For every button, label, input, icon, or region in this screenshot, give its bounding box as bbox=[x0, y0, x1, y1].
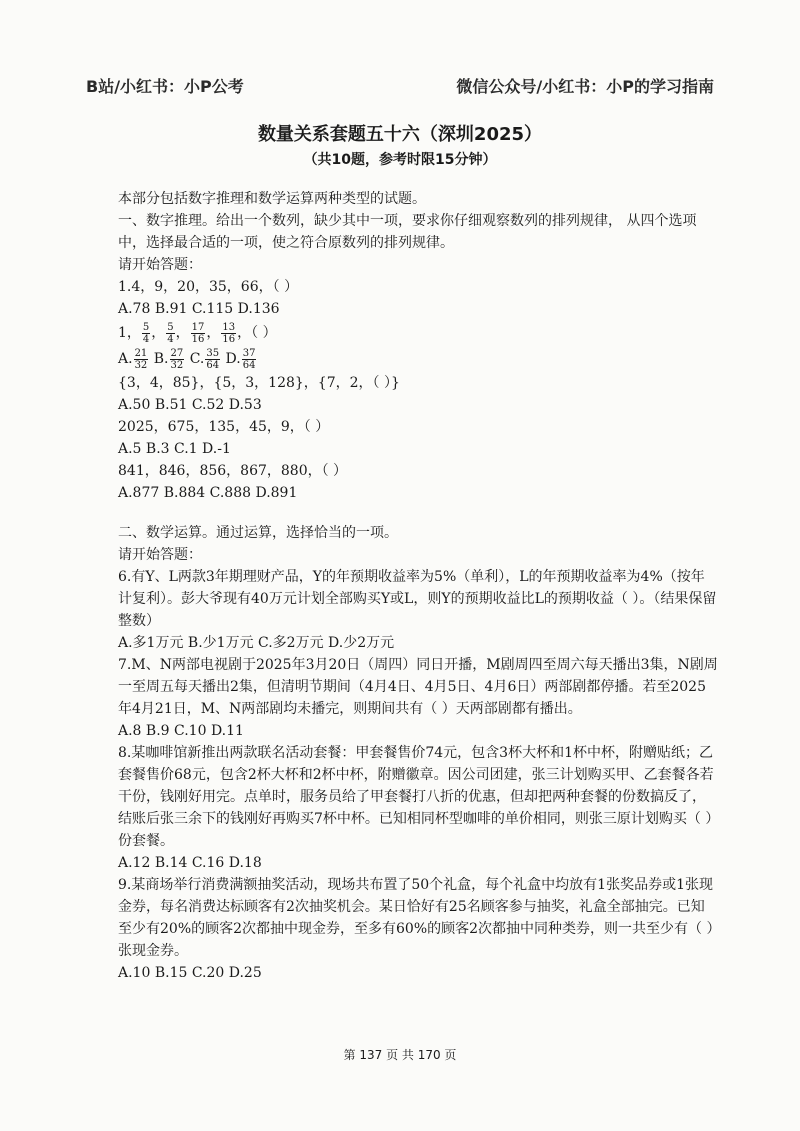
question-6: 6.有Y、L两款3年期理财产品，Y的年预期收益率为5%（单利），L的年预期收益率为4%（按年计复利）。彭大爷现有40万元计划全部购买Y或L，则Y的预期收益比L的预期收益（ ）。（结果保留整数） bbox=[118, 569, 717, 629]
question-2-suffix: （ ） bbox=[251, 325, 277, 341]
question-7: 7.M、N两部电视剧于2025年3月20日（周四）同日开播，M剧周四至周六每天播出3集，N剧周一至周五每天播出2集，但清明节期间（4月4日、4月5日、4月6日）两部剧都停播。若至2025年4月21日，M、N两部剧均未播完，则期间共有（ ）天两部剧都有播出。 bbox=[118, 657, 718, 717]
fraction: $\frac{35}{64}$ bbox=[206, 347, 220, 371]
question-4: 2025，675，135，45，9，（ ） bbox=[118, 419, 330, 435]
section1-heading: 一、数字推理。给出一个数列，缺少其中一项，要求你仔细观察数列的排列规律， 从四个选项中，选择最合适的一项，使之符合原数列的排列规律。 bbox=[118, 213, 697, 251]
section2-heading: 二、数学运算。通过运算，选择恰当的一项。 bbox=[118, 525, 398, 541]
exam-content bbox=[118, 188, 718, 984]
question-6-options: A.多1万元 B.少1万元 C.多2万元 D.少2万元 bbox=[118, 635, 395, 651]
question-4-options: A.5 B.3 C.1 D.-1 bbox=[118, 441, 231, 457]
question-2-prefix: 1， bbox=[118, 325, 141, 341]
question-9: 9.某商场举行消费满额抽奖活动，现场共布置了50个礼盒，每个礼盒中均放有1张奖品券或1张现金券，每名消费达标顾客有2次抽奖机会。某日恰好有25名顾客参与抽奖，礼盒全部抽完。已知至少有20%的顾客2次都抽中现金券，至多有60%的顾客2次都抽中同种类券，则一共至少有（ ）张现金券。 bbox=[118, 877, 714, 959]
fraction: $\frac{37}{64}$ bbox=[242, 347, 256, 371]
question-7-options: A.8 B.9 C.10 D.11 bbox=[118, 723, 244, 739]
page-header bbox=[86, 74, 714, 97]
question-1: 1.4，9，20，35，66，（ ） bbox=[118, 279, 299, 295]
question-5-options: A.877 B.884 C.888 D.891 bbox=[118, 485, 298, 501]
fraction: $\frac{27}{32}$ bbox=[170, 347, 184, 371]
page-title: 数量关系套题五十六（深圳2025） bbox=[257, 124, 543, 145]
header-right: 微信公众号/小红书：小P的学习指南 bbox=[456, 77, 714, 96]
section1-start: 请开始答题： bbox=[118, 257, 202, 273]
fraction: $\frac{21}{32}$ bbox=[134, 347, 148, 371]
question-3: {3，4，85}，{5，3，128}，{7，2，（ ）} bbox=[118, 375, 400, 391]
section2-start: 请开始答题： bbox=[118, 547, 202, 563]
fraction: $\frac{5}{4}$ bbox=[167, 321, 174, 345]
question-5: 841，846，856，867，880，（ ） bbox=[118, 463, 348, 479]
question-1-options: A.78 B.91 C.115 D.136 bbox=[118, 301, 280, 317]
page-footer: 第 137 页 共 170 页 bbox=[343, 1048, 457, 1062]
question-2: 1， $\frac{5}{4}$ ， $\frac{5}{4}$ ， $\frac{17}{16}$ ， $\frac{13}{16}$ ，（ ） bbox=[118, 321, 277, 345]
question-8: 8.某咖啡馆新推出两款联名活动套餐：甲套餐售价74元，包含3杯大杯和1杯中杯，附赠贴纸；乙套餐售价68元，包含2杯大杯和2杯中杯，附赠徽章。因公司团建，张三计划购买甲、乙套餐各若干份，钱刚好用完。点单时，服务员给了甲套餐打八折的优惠，但却把两种套餐的份数搞反了，结账后张三余下的钱刚好再购买7杯中杯。已知相同杯型咖啡的单价相同，则张三原计划购买（ ）份套餐。 bbox=[118, 745, 714, 849]
intro-text: 本部分包括数字推理和数学运算两种类型的试题。 bbox=[118, 191, 426, 207]
fraction: $\frac{5}{4}$ bbox=[142, 321, 150, 345]
question-2-options: A. $\frac{21}{32}$ B. $\frac{27}{32}$ C. $\frac{35}{64}$ D. $\frac{37}{64}$ bbox=[118, 347, 256, 371]
header-left: B站/小红书：小P公考 bbox=[86, 77, 244, 96]
question-3-options: A.50 B.51 C.52 D.53 bbox=[118, 397, 262, 413]
question-9-options: A.10 B.15 C.20 D.25 bbox=[118, 965, 262, 981]
fraction: $\frac{13}{16}$ bbox=[222, 321, 236, 345]
page-subtitle: （共10题，参考时限15分钟） bbox=[303, 152, 497, 168]
fraction: $\frac{17}{16}$ bbox=[191, 321, 205, 345]
question-8-options: A.12 B.14 C.16 D.18 bbox=[118, 855, 262, 871]
